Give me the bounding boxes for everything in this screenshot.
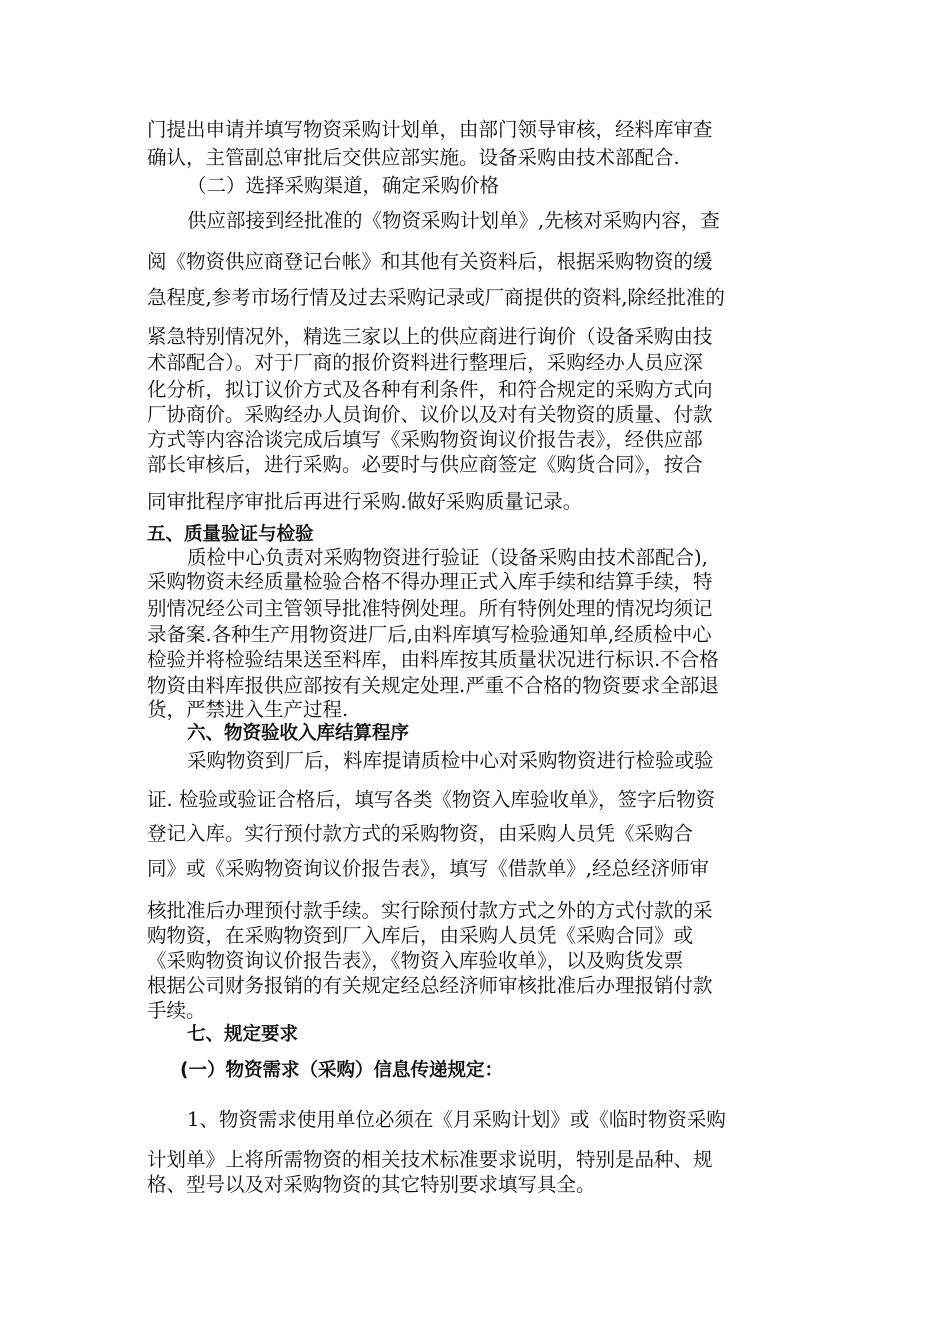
text-line: 物资由料库报供应部按有关规定处理.严重不合格的物资要求全部退 xyxy=(147,674,719,697)
subsection-heading: （二）选择采购渠道，确定采购价格 xyxy=(187,174,500,197)
text-line: 术部配合）。对于厂商的报价资料进行整理后，采购经办人员应深 xyxy=(147,351,703,374)
text-line: 核批准后办理预付款手续。实行除预付款方式之外的方式付款的采 xyxy=(147,899,713,922)
text-line: 供应部接到经批准的《物资采购计划单》,先核对采购内容，查 xyxy=(187,209,720,232)
text-line: 确认，主管副总审批后交供应部实施。设备采购由技术部配合. xyxy=(147,146,680,169)
text-line: 检验并将检验结果送至料库，由料库按其质量状况进行标识.不合格 xyxy=(147,648,719,671)
text-line: 质检中心负责对采购物资进行验证（设备采购由技术部配合), xyxy=(187,546,708,569)
text-line: 别情况经公司主管领导批准特例处理。所有特例处理的情况均须记 xyxy=(147,597,713,620)
text-line: 阅《物资供应商登记台帐》和其他有关资料后，根据采购物资的缓 xyxy=(147,250,713,273)
text-line: 紧急特别情况外，精选三家以上的供应商进行询价（设备采购由技 xyxy=(147,325,713,348)
text-line: 同审批程序审批后再进行采购.做好采购质量记录。 xyxy=(147,490,583,513)
text-line: 化分析，拟订议价方式及各种有利条件，和符合规定的采购方式向 xyxy=(147,378,713,401)
text-line: 采购物资到厂后，料库提请质检中心对采购物资进行检验或验 xyxy=(187,749,714,772)
text-line: 购物资，在采购物资到厂入库后，由采购人员凭《采购合同》或 xyxy=(147,924,694,947)
text-line: 厂协商价。采购经办人员询价、议价以及对有关物资的质量、付款 xyxy=(147,403,713,426)
text-line: 货，严禁进入生产过程. xyxy=(147,698,349,721)
text-line: 部长审核后，进行采购。必要时与供应商签定《购货合同》，按合 xyxy=(147,453,703,476)
section-heading: 六、物资验收入库结算程序 xyxy=(187,723,410,744)
text-line: 同》或《采购物资询议价报告表》，填写《借款单》,经总经济师审 xyxy=(147,857,709,880)
text-line: 根据公司财务报销的有关规定经总经济师审核批准后办理报销付款 xyxy=(147,974,713,997)
text-line: 计划单》上将所需物资的相关技术标准要求说明，特别是品种、规 xyxy=(147,1148,713,1171)
section-heading: 七、规定要求 xyxy=(187,1024,299,1045)
text-line: 方式等内容洽谈完成后填写《采购物资询议价报告表》，经供应部 xyxy=(147,428,703,451)
text-line: 格、型号以及对采购物资的其它特别要求填写具全。 xyxy=(147,1173,596,1196)
text-line: 《采购物资询议价报告表》，《物资入库验收单》，以及购货发票 xyxy=(147,949,684,972)
section-heading: 五、质量验证与检验 xyxy=(147,524,314,545)
text-line: 采购物资未经质量检验合格不得办理正式入库手续和结算手续，特 xyxy=(147,570,713,593)
text-line: 门提出申请并填写物资采购计划单，由部门领导审核，经料库审查 xyxy=(147,118,713,141)
text-line: 录备案.各种生产用物资进厂后,由料库填写检验通知单,经质检中心 xyxy=(147,623,712,646)
subsection-heading: (一）物资需求（采购）信息传递规定： xyxy=(180,1060,503,1081)
text-line: 手续。 xyxy=(147,999,206,1022)
text-line: 1、物资需求使用单位必须在《月采购计划》或《临时物资采购 xyxy=(187,1108,726,1131)
text-line: 登记入库。实行预付款方式的采购物资，由采购人员凭《采购合 xyxy=(147,822,694,845)
text-line: 急程度,参考市场行情及过去采购记录或厂商提供的资料,除经批准的 xyxy=(147,286,725,309)
text-line: 证. 检验或验证合格后，填写各类《物资入库验收单》，签字后物资 xyxy=(147,788,716,811)
